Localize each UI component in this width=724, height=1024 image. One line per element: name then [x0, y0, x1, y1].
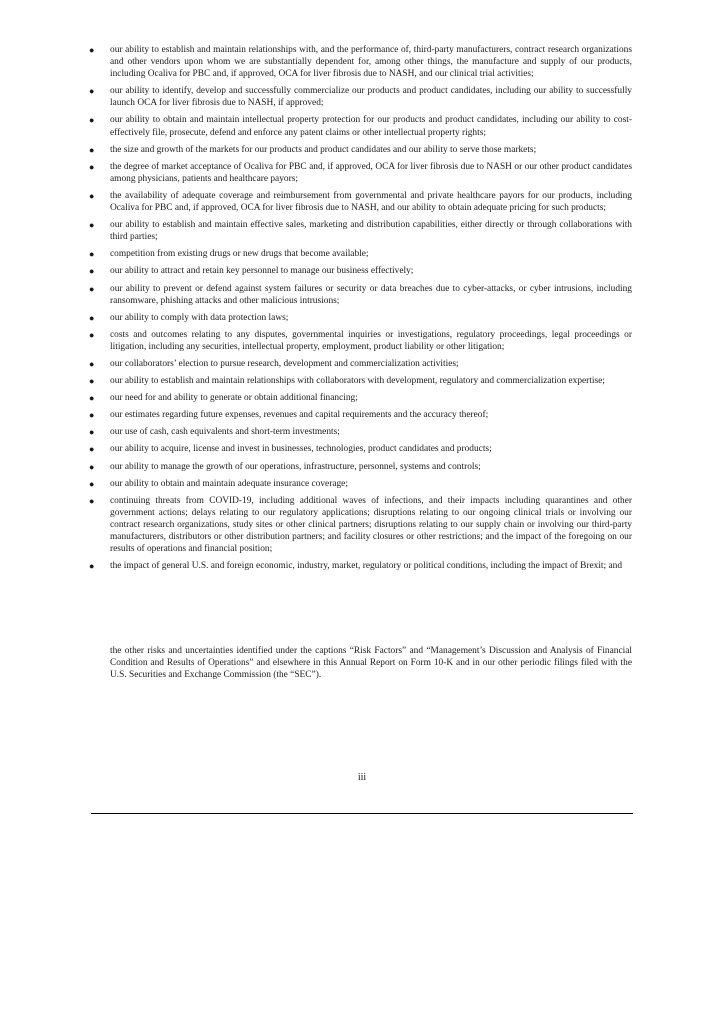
- list-item: [88, 219, 632, 243]
- bullet-icon: ●: [89, 266, 95, 277]
- list-item-text: our estimates regarding future expenses, revenues and capital requirements and the accuracy thereof;: [110, 410, 489, 421]
- bullet-icon: ●: [89, 427, 95, 438]
- list-item-text: our ability to establish and maintain relationships with collaborators with development, regulatory and commercialization expertise;: [110, 376, 605, 387]
- list-item: [88, 265, 632, 277]
- list-item: [88, 144, 632, 156]
- list-item: [88, 329, 632, 353]
- bullet-icon: ●: [89, 329, 95, 340]
- list-item: [88, 375, 632, 387]
- list-item: [88, 461, 632, 473]
- bullet-icon: ●: [89, 478, 95, 489]
- list-item: [88, 392, 632, 404]
- risk-factor-list: [88, 44, 632, 577]
- list-item-text: our ability to manage the growth of our operations, infrastructure, personnel, systems and controls;: [110, 461, 481, 472]
- list-item: [88, 443, 632, 455]
- list-item: [88, 190, 632, 214]
- footer-divider: [91, 813, 633, 814]
- list-item: [88, 478, 632, 490]
- bullet-icon: ●: [89, 115, 95, 126]
- list-item-text: our ability to establish and maintain effective sales, marketing and distribution capabilities, either directly or through collaborations with third parties;: [110, 220, 632, 243]
- bullet-icon: ●: [89, 376, 95, 387]
- list-item: [88, 358, 632, 370]
- list-item: [88, 85, 632, 109]
- list-item-text: the degree of market acceptance of Ocaliva for PBC and, if approved, OCA for liver fibrosis due to NASH or our other product candidates among physicians, patients and healthcare payors;: [110, 161, 632, 184]
- list-item-text: our ability to prevent or defend against system failures or security or data breaches due to cyber-attacks, or cyber intrusions, including ransomware, phishing attacks and other malicious intrusions;: [110, 283, 632, 306]
- bullet-icon: ●: [89, 358, 95, 369]
- list-item: [88, 409, 632, 421]
- list-item: [88, 114, 632, 138]
- list-item-text: our ability to establish and maintain relationships with, and the performance of, third-party manufacturers, contract research organizations and other vendors upon whom we are substantially dependent for, among other things, the manufacture and supply of our products, including Ocaliva for PBC and, if approved, OCA for liver fibrosis due to NASH, and our clinical trial activities;: [110, 45, 632, 80]
- bullet-icon: ●: [89, 86, 95, 97]
- list-item-text: our use of cash, cash equivalents and short-term investments;: [110, 427, 340, 438]
- bullet-icon: ●: [89, 45, 95, 55]
- list-item-text: our ability to identify, develop and successfully commercialize our products and product candidates, including our ability to successfully launch OCA for liver fibrosis due to NASH, if approved;: [110, 86, 632, 109]
- list-item: [88, 248, 632, 260]
- bullet-icon: ●: [89, 410, 95, 421]
- list-item-text: the impact of general U.S. and foreign economic, industry, market, regulatory or political conditions, including the impact of Brexit; and: [110, 561, 623, 572]
- list-item: [88, 426, 632, 438]
- bullet-icon: ●: [89, 190, 95, 201]
- bullet-icon: ●: [89, 495, 95, 506]
- list-item: [88, 161, 632, 185]
- bullet-icon: ●: [89, 312, 95, 323]
- list-item: [88, 560, 632, 572]
- list-item-text: our ability to attract and retain key personnel to manage our business effectively;: [110, 266, 414, 277]
- list-item-text: our collaborators’ election to pursue research, development and commercialization activities;: [110, 358, 459, 369]
- list-item-text: competition from existing drugs or new drugs that become available;: [110, 249, 369, 260]
- bullet-icon: ●: [89, 444, 95, 455]
- list-item: [88, 312, 632, 324]
- list-item: [88, 495, 632, 555]
- list-item-text: our ability to obtain and maintain adequate insurance coverage;: [110, 478, 348, 489]
- list-item-text: our ability to acquire, license and invest in businesses, technologies, product candidates and products;: [110, 444, 492, 455]
- list-item-text: continuing threats from COVID-19, including additional waves of infections, and their impacts including quarantines and other government actions; delays relating to our regulatory applications; disruptions relating to our ongoing clinical trials or involving our contract research organizations, study sites or other clinical partners; disruptions relating to our supply chain or involving our third-party manufacturers, distributors or other distribution partners; and facility closures or other restrictions; and the impact of the foregoing on our results of operations and financial position;: [110, 495, 632, 555]
- list-item-text: the availability of adequate coverage and reimbursement from governmental and private healthcare payors for our products, including Ocaliva for PBC and, if approved, OCA for liver fibrosis due to NASH, and our ability to obtain adequate pricing for such products;: [110, 190, 632, 214]
- list-item-text: our ability to comply with data protection laws;: [110, 312, 289, 323]
- bullet-icon: ●: [89, 461, 95, 472]
- list-item-text: the size and growth of the markets for our products and product candidates and our ability to serve those markets;: [110, 144, 537, 155]
- list-item: [88, 283, 632, 307]
- closing-paragraph: the other risks and uncertainties identified under the captions “Risk Factors” and “Management’s Discussion and Analysis of Financial Condition and Results of Operations” and elsewhere in this Annual Report on Form 10-K and in our other periodic filings filed with the U.S. Securities and Exchange Commission (the “SEC”).: [110, 646, 632, 681]
- bullet-icon: ●: [89, 249, 95, 260]
- bullet-icon: ●: [89, 144, 95, 155]
- page-number: iii: [357, 772, 367, 783]
- list-item: [88, 44, 632, 80]
- bullet-icon: ●: [89, 220, 95, 231]
- bullet-icon: ●: [89, 561, 95, 572]
- bullet-icon: ●: [89, 161, 95, 172]
- bullet-icon: ●: [89, 393, 95, 404]
- list-item-text: our need for and ability to generate or obtain additional financing;: [110, 393, 358, 404]
- bullet-icon: ●: [89, 283, 95, 294]
- list-item-text: costs and outcomes relating to any disputes, governmental inquiries or investigations, regulatory proceedings, legal proceedings or litigation, including any securities, intellectual property, employment, product liability or other litigation;: [110, 329, 632, 352]
- list-item-text: our ability to obtain and maintain intellectual property protection for our products and product candidates, including our ability to cost-effectively file, prosecute, defend and enforce any patent claims or other intellectual property rights;: [110, 115, 632, 138]
